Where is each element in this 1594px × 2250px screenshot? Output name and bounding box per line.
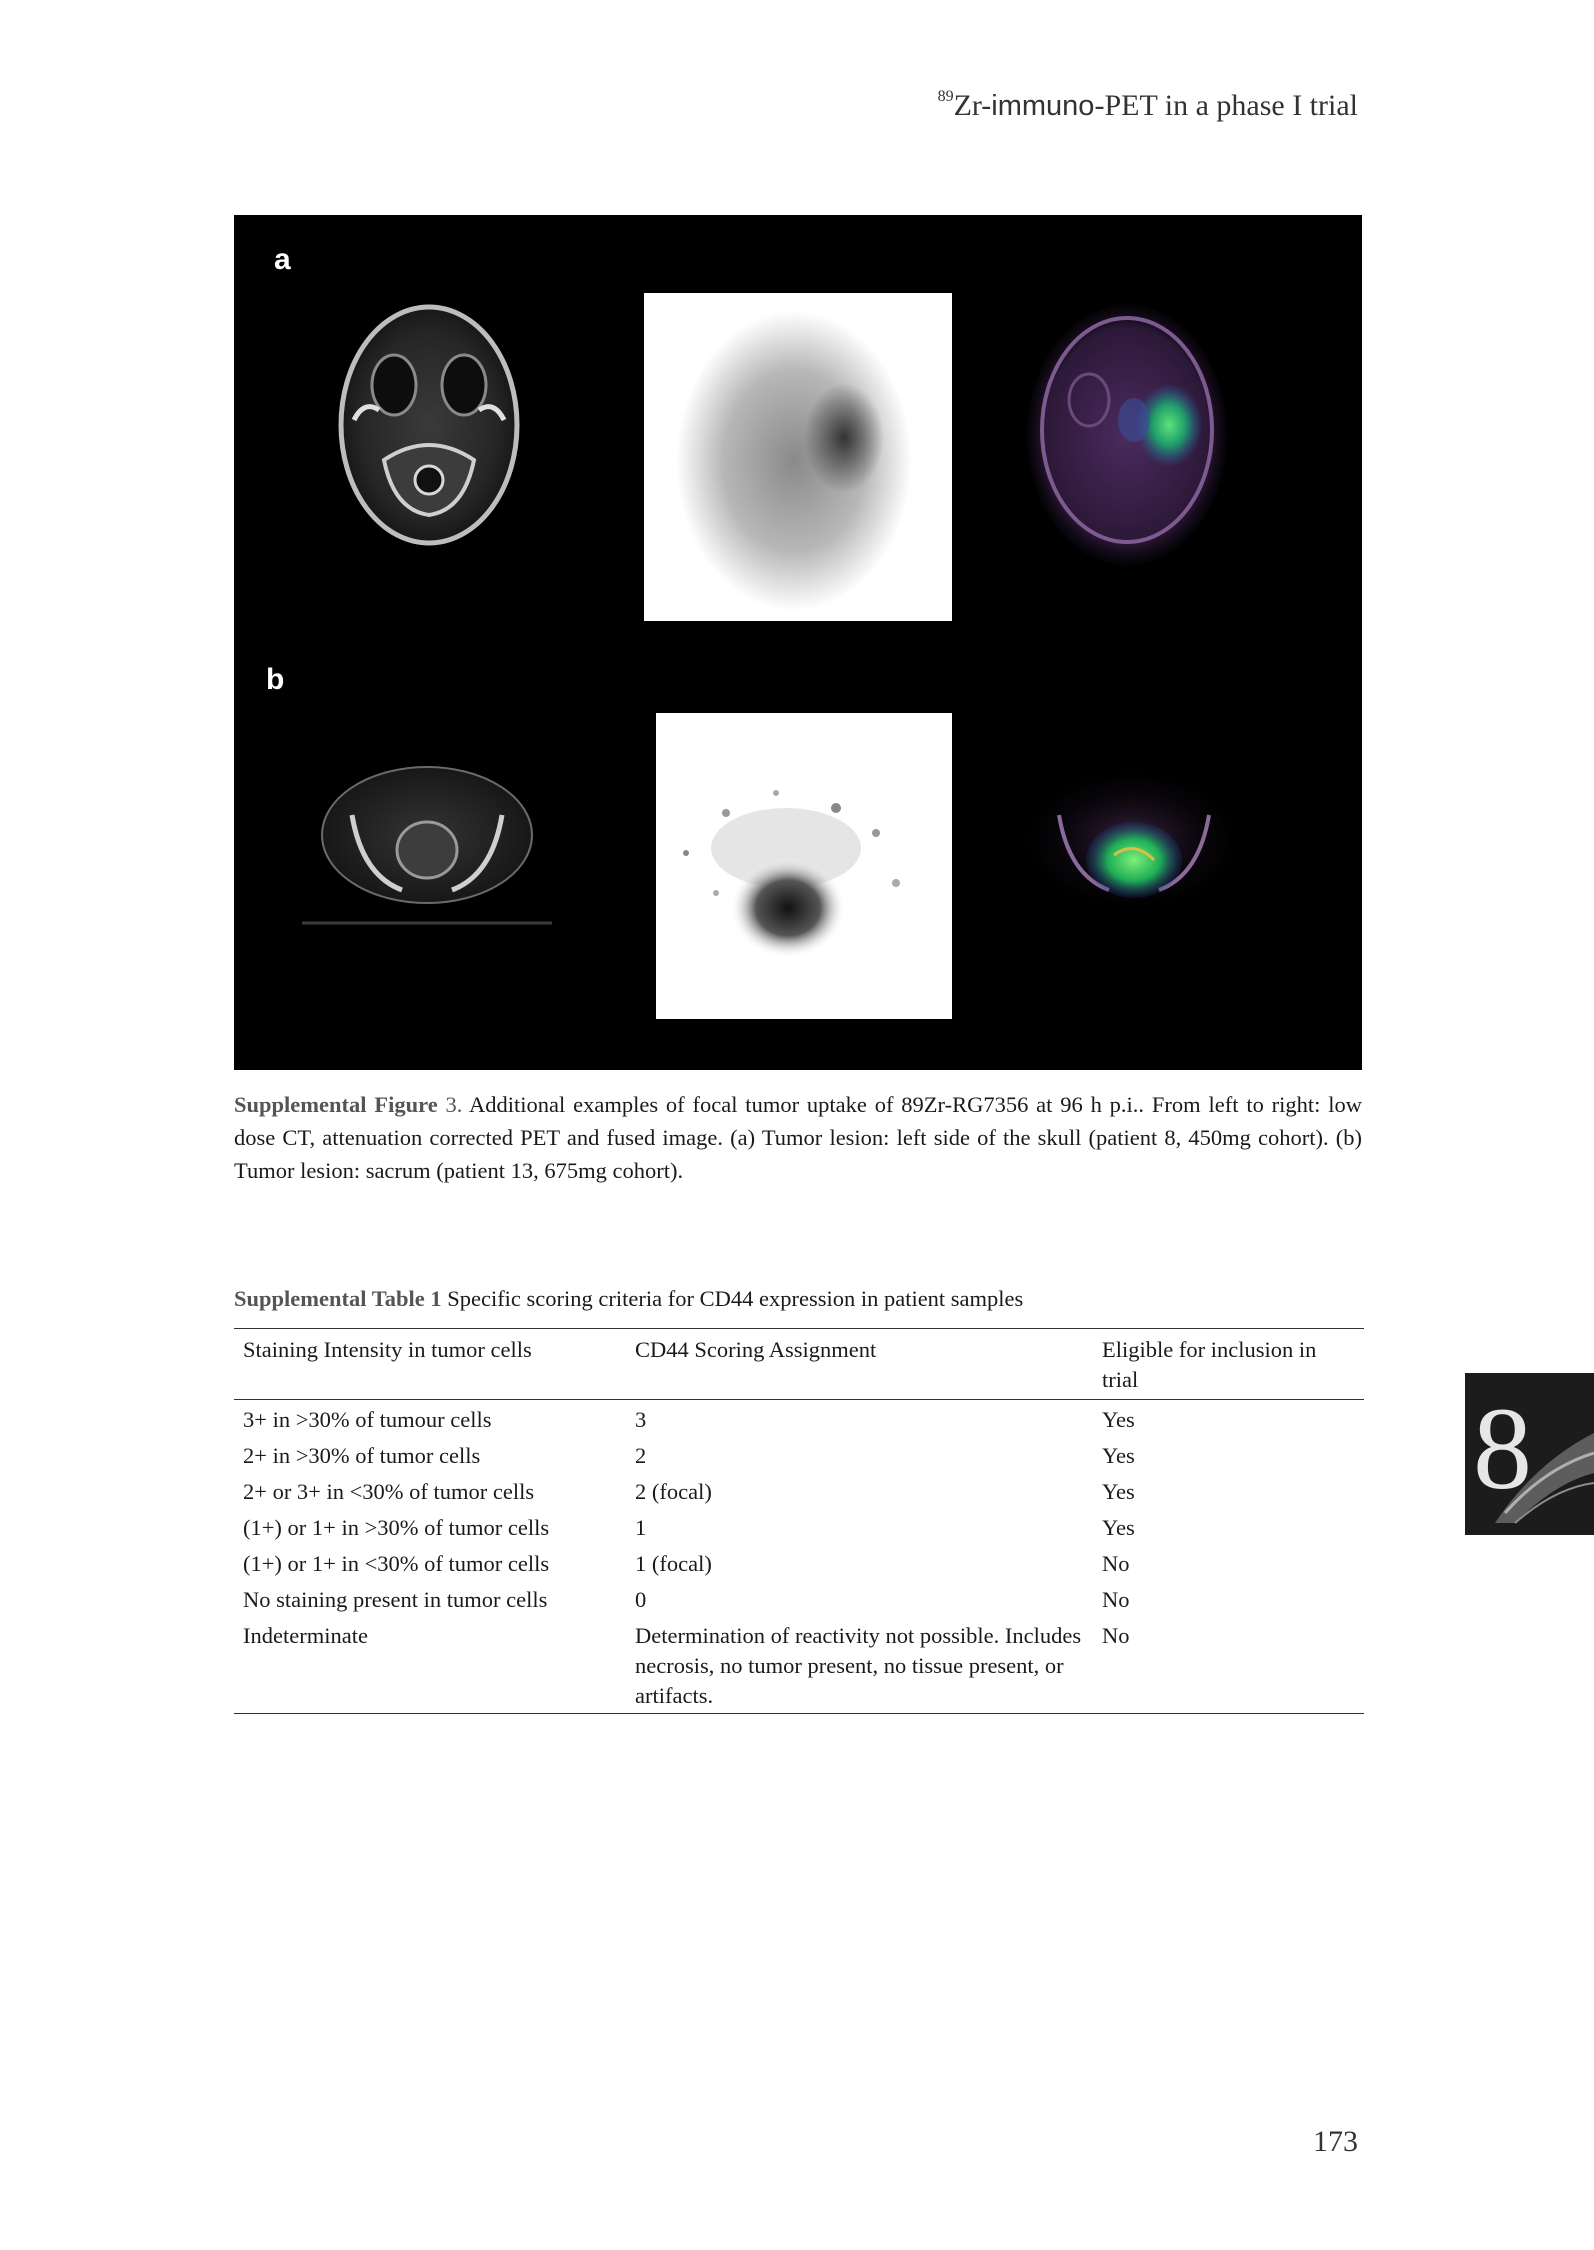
cell-score: 1 (focal)	[635, 1551, 712, 1576]
cell-eligible: Yes	[1102, 1479, 1135, 1504]
cell-score: 2	[635, 1443, 647, 1468]
cell-intensity: No staining present in tumor cells	[243, 1587, 548, 1612]
cell-intensity: 3+ in >30% of tumour cells	[243, 1407, 492, 1432]
pelvis-pet-image	[656, 713, 952, 1019]
panel-label-a: a	[274, 243, 291, 276]
skull-pet-image	[644, 293, 952, 621]
chapter-number: 8	[1473, 1383, 1532, 1514]
table-header-row	[234, 1329, 1364, 1400]
cell-eligible: Yes	[1102, 1515, 1135, 1540]
chapter-tab	[1465, 1373, 1594, 1535]
table-row	[234, 1582, 1364, 1618]
panel-label-b: b	[266, 663, 285, 696]
cell-intensity: (1+) or 1+ in <30% of tumor cells	[243, 1551, 550, 1576]
caption-text: Additional examples of focal tumor uptake of 89Zr-RG7356 at 96 h p.i.. From left to right: low dose CT, attenuation corrected PET and fused image. (a) Tumor lesion: left side of the skull (patient 8, 450mg cohort). (b) Tumor lesion: sacrum (patient 13, 675mg cohort).	[234, 1092, 1362, 1183]
scan-figure	[234, 215, 1362, 1070]
table-row	[234, 1546, 1364, 1582]
page-number: 173	[1313, 2125, 1358, 2158]
skull-ct-image	[324, 290, 534, 560]
scoring-table	[234, 1328, 1364, 1714]
skull-fused-image	[1009, 290, 1249, 580]
running-header	[938, 88, 1358, 123]
cell-score: 2 (focal)	[635, 1479, 712, 1504]
caption-number: 3.	[445, 1092, 463, 1117]
pelvis-fused-image	[1014, 760, 1254, 925]
table-row	[234, 1474, 1364, 1510]
caption-label: Supplemental Figure	[234, 1092, 438, 1117]
table-row	[234, 1618, 1364, 1714]
header-eligible: Eligible for inclusion in trial	[1093, 1329, 1364, 1400]
cell-score: 1	[635, 1515, 647, 1540]
header-prefix: Zr-	[953, 89, 992, 122]
header-superscript: 89	[937, 88, 954, 105]
cell-eligible: No	[1102, 1587, 1130, 1612]
table-row	[234, 1510, 1364, 1546]
cell-intensity: Indeterminate	[234, 1618, 626, 1714]
cell-score: 0	[635, 1587, 647, 1612]
table-label: Supplemental Table 1	[234, 1286, 442, 1311]
header-staining-intensity: Staining Intensity in tumor cells	[234, 1329, 626, 1400]
table-title	[234, 1286, 1364, 1312]
cell-eligible: No	[1093, 1618, 1364, 1714]
header-suffix: -PET in a phase I trial	[1094, 89, 1358, 122]
table-row	[234, 1400, 1364, 1439]
table-row	[234, 1438, 1364, 1474]
table-title-text: Specific scoring criteria for CD44 expression in patient samples	[447, 1286, 1024, 1311]
pelvis-ct-image	[302, 755, 552, 930]
cell-eligible: No	[1102, 1551, 1130, 1576]
header-middle: immuno	[991, 90, 1095, 122]
figure-caption	[234, 1088, 1362, 1187]
cell-eligible: Yes	[1102, 1407, 1135, 1432]
header-scoring-assignment: CD44 Scoring Assignment	[626, 1329, 1093, 1400]
cell-score: Determination of reactivity not possible. Includes necrosis, no tumor present, no tissue present, or artifacts.	[626, 1618, 1093, 1714]
cell-intensity: 2+ or 3+ in <30% of tumor cells	[243, 1479, 535, 1504]
cell-eligible: Yes	[1102, 1443, 1135, 1468]
cell-score: 3	[635, 1407, 647, 1432]
cell-intensity: 2+ in >30% of tumor cells	[243, 1443, 481, 1468]
cell-intensity: (1+) or 1+ in >30% of tumor cells	[243, 1515, 550, 1540]
